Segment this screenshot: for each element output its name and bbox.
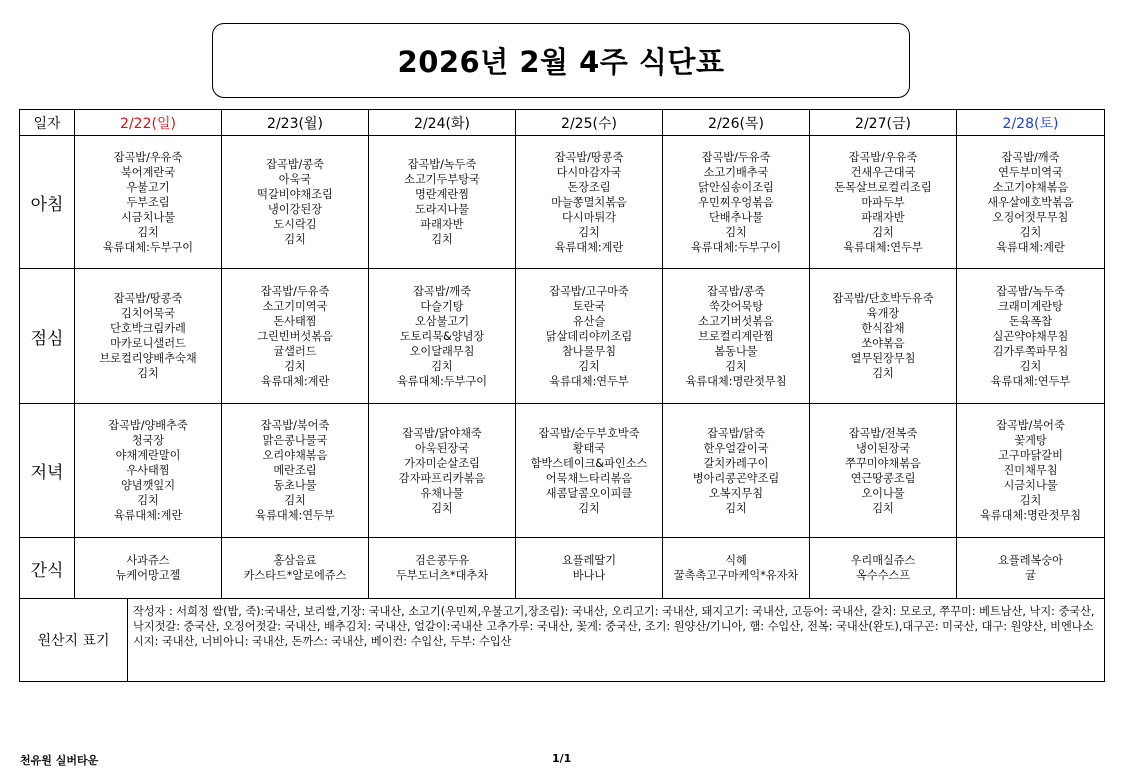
menu-item: 김치 — [284, 359, 306, 373]
menu-item: 봄동나물 — [714, 344, 758, 358]
menu-item: 소고기미역국 — [262, 299, 328, 313]
menu-cell — [957, 404, 1105, 538]
menu-item: 오삼불고기 — [414, 314, 470, 328]
menu-item: 잡곡밥/깨죽 — [1001, 150, 1060, 164]
menu-item: 감자파프리카볶음 — [398, 471, 486, 485]
menu-item: 소고기두부탕국 — [404, 173, 480, 186]
day-header: 2/24(화) — [369, 110, 516, 136]
menu-item: 김치 — [578, 359, 600, 373]
menu-item: 단호박크림카레 — [110, 322, 186, 335]
menu-item: 냉이강된장 — [267, 203, 323, 216]
menu-item: 아욱된장국 — [414, 441, 470, 455]
menu-item: 우사태찜 — [126, 464, 170, 477]
menu-item: 가자미순살조림 — [404, 456, 480, 470]
menu-item: 소고기버섯볶음 — [698, 314, 774, 328]
menu-item: 양념깻잎지 — [120, 479, 176, 492]
menu-item: 우리매실쥬스 — [850, 554, 916, 567]
menu-item: 소고기배추국 — [703, 165, 769, 179]
menu-item: 김치 — [1019, 494, 1042, 507]
menu-item: 육류대체:연두부 — [255, 509, 335, 522]
menu-item: 검은콩두유 — [414, 554, 470, 567]
menu-item: 잡곡밥/두유죽 — [260, 284, 330, 298]
menu-item: 잡곡밥/땅콩죽 — [113, 292, 183, 305]
menu-cell — [222, 404, 369, 538]
menu-item: 함박스테이크&파인소스 — [530, 456, 648, 470]
menu-item: 마파두부 — [861, 195, 905, 209]
menu-item: 야채계란말이 — [115, 449, 181, 462]
menu-item: 잡곡밥/닭죽 — [707, 426, 765, 440]
meal-row-dinner — [20, 404, 1105, 538]
menu-cell — [663, 404, 810, 538]
date-header-label: 일자 — [20, 110, 75, 136]
menu-item: 잡곡밥/녹두죽 — [996, 284, 1065, 298]
menu-item: 맑은콩나물국 — [262, 434, 328, 447]
menu-item: 김치 — [578, 501, 600, 515]
menu-item: 홍삼음료 — [273, 554, 317, 567]
menu-item: 도라지나물 — [414, 203, 470, 216]
menu-item: 한식잡채 — [861, 322, 905, 335]
menu-item: 잡곡밥/고구마죽 — [549, 284, 629, 298]
menu-cell — [810, 269, 957, 404]
meal-row-breakfast — [20, 136, 1105, 269]
menu-item: 오복지무침 — [708, 486, 764, 500]
menu-item: 마카로니샐러드 — [110, 337, 186, 350]
menu-item: 병아리콩곤약조림 — [692, 471, 780, 485]
menu-item: 김치 — [872, 501, 894, 515]
menu-item: 돈장조림 — [567, 180, 611, 194]
menu-item: 육개장 — [866, 307, 900, 320]
meal-row-lunch — [20, 269, 1105, 404]
menu-item: 귤 — [1025, 569, 1036, 582]
menu-item: 요플레복숭아 — [998, 554, 1063, 567]
title-box — [212, 23, 910, 98]
menu-item: 다시마튀각 — [561, 210, 617, 224]
day-header: 2/28(토) — [957, 110, 1105, 136]
menu-item: 김치 — [431, 233, 453, 246]
menu-item: 동초나물 — [273, 479, 317, 492]
menu-item: 쑥갓어묵탕 — [708, 299, 764, 313]
menu-item: 잡곡밥/우유죽 — [848, 150, 918, 164]
menu-item: 김치 — [137, 494, 159, 507]
menu-item: 다시마감자국 — [556, 165, 622, 179]
menu-item: 잡곡밥/우유죽 — [113, 150, 183, 164]
menu-item: 소고기야채볶음 — [992, 180, 1069, 194]
menu-item: 김치 — [725, 501, 747, 515]
menu-item: 잡곡밥/콩죽 — [707, 284, 765, 298]
menu-item: 쏘야볶음 — [861, 337, 905, 350]
menu-item: 김치 — [872, 367, 894, 380]
menu-item: 김치 — [1019, 359, 1042, 373]
menu-item: 카스타드*알로에쥬스 — [243, 569, 347, 582]
origin-container — [20, 599, 1105, 682]
meal-label: 점심 — [20, 269, 75, 404]
menu-item: 돈육폭찹 — [1008, 314, 1053, 328]
menu-item: 김치 — [725, 359, 747, 373]
menu-item: 잡곡밥/땅콩죽 — [554, 150, 624, 164]
menu-item: 육류대체:명란젓무침 — [685, 374, 787, 388]
menu-item: 오이달래무침 — [409, 344, 475, 358]
menu-item: 육류대체:계란 — [260, 374, 330, 388]
menu-item: 크래미계란탕 — [998, 299, 1063, 313]
menu-item: 잡곡밥/북어죽 — [996, 419, 1065, 432]
menu-item: 잡곡밥/양배추죽 — [108, 419, 188, 432]
menu-item: 고구마닭갈비 — [998, 449, 1063, 462]
menu-item: 육류대체:연두부 — [843, 240, 923, 254]
menu-item: 김가루쪽파무침 — [992, 344, 1069, 358]
meal-label: 간식 — [20, 538, 75, 599]
menu-item: 메란조림 — [273, 464, 317, 477]
menu-cell — [369, 269, 516, 404]
menu-item: 황태국 — [572, 441, 606, 455]
menu-item: 닭안심송이조림 — [698, 180, 774, 194]
menu-item: 김치 — [872, 225, 894, 239]
menu-item: 옥수수스프 — [855, 569, 911, 582]
meal-label: 저녁 — [20, 404, 75, 538]
menu-item: 잡곡밥/녹두죽 — [407, 158, 477, 171]
menu-item: 귤샐러드 — [273, 344, 317, 358]
menu-item: 실곤약야채무침 — [992, 329, 1069, 343]
menu-item: 뉴케어망고젤 — [115, 569, 181, 582]
menu-item: 오징어젓무무침 — [992, 210, 1069, 224]
menu-item: 어묵채느타리볶음 — [545, 471, 633, 485]
menu-item: 육류대체:연두부 — [549, 374, 629, 388]
menu-item: 마늘쫑멸치볶음 — [551, 195, 627, 209]
menu-item: 다슬기탕 — [420, 299, 464, 313]
menu-item: 떡갈비야채조림 — [257, 188, 333, 201]
header-row — [20, 110, 1105, 136]
menu-item: 토란국 — [572, 299, 606, 313]
menu-cell — [663, 538, 810, 599]
menu-item: 바나나 — [572, 569, 606, 582]
menu-item: 우불고기 — [126, 180, 170, 194]
menu-item: 돈사태찜 — [273, 314, 317, 328]
menu-item: 시금치나물 — [1003, 479, 1058, 492]
meal-row-snack — [20, 538, 1105, 599]
menu-item: 유산슬 — [572, 314, 606, 328]
origin-text: 작성자 : 서희정 쌀(밥, 죽):국내산, 보리쌀,기장: 국내산, 소고기(우민찌,우불고기,장조림): 국내산, 오리고기: 국내산, 돼지고기: 국내산, 고등어: 국내산, 갈치: 모로코, 쭈꾸미: 베트남산, 낙지: 중국산, 낙지젓갈: 중국산, 오징어젓갈: 국내산, 배추김치: 국내산, 얼갈이:국내산 고추가루: 국내산, 꽃게: 중국산, 조기: 원양산/기니아, 햄: 수입산, 전복: 국내산(완도),대구곤: 미국산, 대구: 원양산, 비엔나소시지: 국내산, 너비아니: 국내산, 돈까스: 국내산, 베이컨: 수입산, 두부: 수입산 — [133, 605, 1095, 648]
menu-item: 김치 — [431, 501, 453, 515]
menu-item: 식혜 — [725, 554, 747, 567]
menu-cell — [222, 538, 369, 599]
menu-item: 잡곡밥/북어죽 — [260, 419, 330, 432]
menu-item: 쭈꾸미야채볶음 — [845, 456, 921, 470]
menu-cell — [663, 269, 810, 404]
menu-cell — [516, 269, 663, 404]
menu-table — [19, 109, 1105, 682]
menu-item: 단배추나물 — [708, 210, 764, 224]
menu-item: 김치 — [137, 367, 159, 380]
menu-item: 육류대체:계란 — [996, 240, 1065, 254]
origin-label: 원산지 표기 — [20, 599, 128, 681]
menu-item: 육류대체:두부구이 — [396, 374, 488, 388]
menu-item: 잡곡밥/깨죽 — [413, 284, 471, 298]
menu-item: 꿀촉촉고구마케익*유자차 — [673, 569, 799, 582]
menu-cell — [957, 538, 1105, 599]
menu-item: 잡곡밥/두유죽 — [701, 150, 771, 164]
day-header: 2/22(일) — [75, 110, 222, 136]
menu-item: 김치 — [578, 225, 600, 239]
menu-item: 도토리묵&양념장 — [399, 329, 485, 343]
menu-item: 새우살애호박볶음 — [987, 195, 1074, 209]
menu-item: 브로컬리양배추숙채 — [99, 352, 197, 365]
menu-cell — [810, 136, 957, 269]
page-title: 2026년 2월 4주 식단표 — [397, 45, 725, 79]
menu-item: 육류대체:연두부 — [990, 374, 1071, 388]
menu-cell — [369, 136, 516, 269]
menu-item: 육류대체:계란 — [554, 240, 624, 254]
day-header: 2/23(월) — [222, 110, 369, 136]
menu-cell — [957, 136, 1105, 269]
menu-cell — [810, 538, 957, 599]
menu-cell — [957, 269, 1105, 404]
menu-item: 도시락김 — [273, 218, 317, 231]
menu-item: 그린빈버섯볶음 — [257, 329, 333, 343]
menu-item: 건새우근대국 — [850, 165, 916, 179]
menu-item: 육류대체:계란 — [113, 509, 183, 522]
menu-item: 진미채무침 — [1003, 464, 1058, 477]
menu-item: 꽃게탕 — [1014, 434, 1047, 447]
menu-item: 냉이된장국 — [855, 441, 911, 455]
meal-label: 아침 — [20, 136, 75, 269]
menu-item: 파래자반 — [420, 218, 464, 231]
menu-item: 잡곡밥/콩죽 — [266, 158, 324, 171]
menu-item: 잡곡밥/단호박두유죽 — [832, 292, 934, 305]
menu-cell — [663, 136, 810, 269]
menu-item: 참나물무침 — [561, 344, 617, 358]
menu-item: 아욱국 — [278, 173, 312, 186]
menu-item: 요플레딸기 — [561, 554, 617, 567]
menu-item: 사과쥬스 — [126, 554, 170, 567]
menu-item: 시금치나물 — [120, 210, 176, 224]
menu-item: 육류대체:두부구이 — [690, 240, 782, 254]
menu-cell — [810, 404, 957, 538]
menu-item: 두부조림 — [126, 195, 170, 209]
menu-item: 김치 — [431, 359, 453, 373]
footer-facility-name: 천유원 실버타운 — [20, 754, 99, 767]
menu-cell — [75, 538, 222, 599]
menu-item: 새콤달콤오이피클 — [545, 486, 633, 500]
menu-cell — [75, 136, 222, 269]
menu-cell — [369, 538, 516, 599]
footer-page-number: 1/1 — [552, 752, 572, 765]
menu-item: 갈치카레구이 — [703, 456, 769, 470]
menu-item: 김치 — [137, 225, 159, 239]
origin-row — [20, 599, 1105, 682]
menu-item: 육류대체:명란젓무침 — [979, 509, 1082, 522]
menu-item: 브로컬리계란찜 — [698, 329, 774, 343]
menu-item: 유채나물 — [420, 486, 464, 500]
menu-item: 연근땅콩조림 — [850, 471, 916, 485]
menu-cell — [516, 538, 663, 599]
menu-item: 김치 — [1019, 225, 1042, 239]
menu-cell — [369, 404, 516, 538]
menu-item: 잡곡밥/닭야채죽 — [402, 426, 482, 440]
menu-cell — [516, 136, 663, 269]
menu-item: 오이나물 — [861, 486, 905, 500]
menu-item: 잡곡밥/전복죽 — [848, 426, 918, 440]
menu-cell — [516, 404, 663, 538]
menu-item: 김치 — [284, 233, 306, 246]
menu-item: 김치 — [284, 494, 306, 507]
menu-cell — [222, 269, 369, 404]
menu-item: 김치어묵국 — [120, 307, 176, 320]
menu-item: 돈목살브로컬리조림 — [834, 180, 932, 194]
menu-item: 오리야채볶음 — [262, 449, 328, 462]
day-header: 2/25(수) — [516, 110, 663, 136]
menu-item: 명란계란찜 — [414, 188, 470, 201]
menu-item: 육류대체:두부구이 — [102, 240, 194, 254]
menu-item: 닭살데리야끼조림 — [545, 329, 633, 343]
menu-item: 두부도너츠*대추차 — [395, 569, 489, 582]
menu-item: 김치 — [725, 225, 747, 239]
menu-item: 연두부미역국 — [998, 165, 1063, 179]
menu-cell — [222, 136, 369, 269]
day-header: 2/27(금) — [810, 110, 957, 136]
menu-item: 우민찌우엉볶음 — [698, 195, 774, 209]
menu-item: 열무된장무침 — [850, 352, 916, 365]
menu-cell — [75, 269, 222, 404]
day-header: 2/26(목) — [663, 110, 810, 136]
menu-item: 파래자반 — [861, 210, 905, 224]
menu-item: 청국장 — [131, 434, 165, 447]
menu-item: 잡곡밥/순두부호박죽 — [538, 426, 640, 440]
menu-item: 한우얼갈이국 — [703, 441, 769, 455]
menu-item: 북어계란국 — [120, 165, 176, 179]
menu-cell — [75, 404, 222, 538]
